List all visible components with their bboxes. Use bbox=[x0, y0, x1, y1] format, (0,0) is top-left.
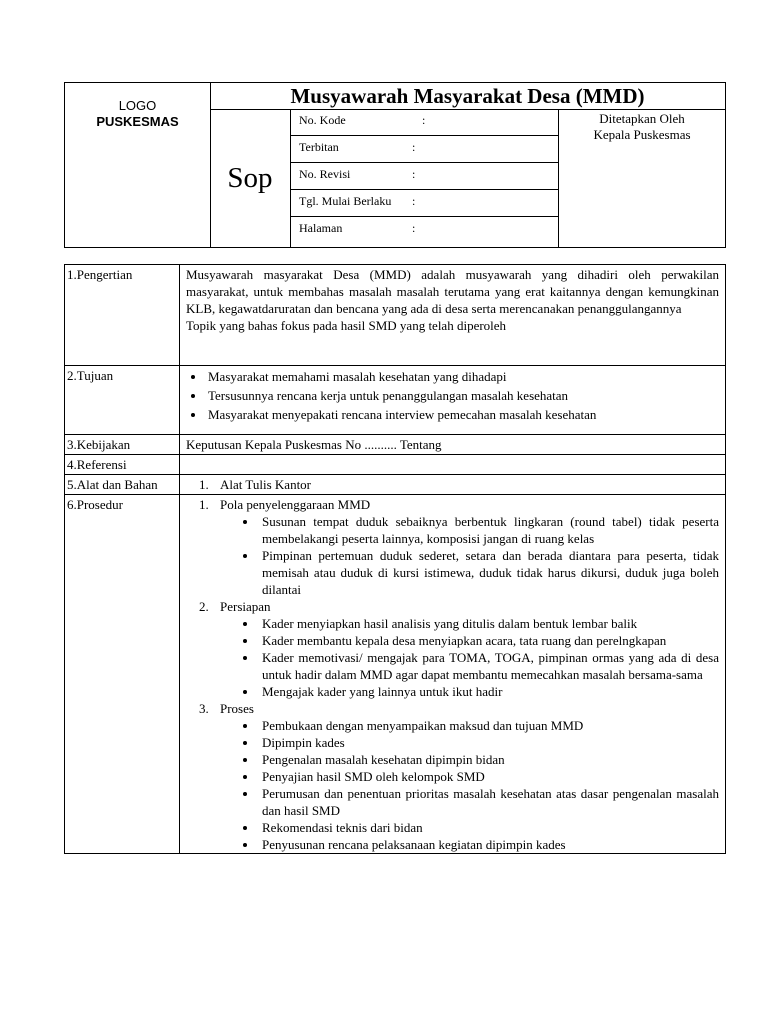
section-content bbox=[180, 265, 726, 366]
step-title: Proses bbox=[220, 701, 254, 716]
list-item: • Dipimpin kades bbox=[258, 734, 719, 751]
tools-list bbox=[186, 476, 719, 493]
list-item: • Tersusunnya rencana kerja untuk penanggulangan masalah kesehatan bbox=[206, 386, 719, 405]
step-items bbox=[220, 615, 719, 700]
section-label: 5.Alat dan Bahan bbox=[65, 475, 180, 495]
row-kebijakan bbox=[65, 435, 726, 455]
step-title: Pola penyelenggaraan MMD bbox=[220, 497, 371, 512]
logo-cell bbox=[65, 83, 211, 247]
section-label: 6.Prosedur bbox=[65, 495, 180, 854]
meta-colon: : bbox=[412, 167, 416, 181]
meta-label: No. Kode bbox=[299, 113, 346, 127]
section-label: 4.Referensi bbox=[65, 455, 180, 475]
meta-row bbox=[291, 163, 558, 190]
row-prosedur bbox=[65, 495, 726, 854]
meta-label: No. Revisi bbox=[299, 167, 351, 181]
list-item: • Rekomendasi teknis dari bidan bbox=[258, 819, 719, 836]
section-content bbox=[180, 366, 726, 435]
section-content bbox=[180, 455, 726, 475]
list-item: • Penyusunan rencana pelaksanaan kegiatan dipimpin kades bbox=[258, 836, 719, 853]
logo-text: LOGO bbox=[118, 98, 157, 113]
list-item: • Pembukaan dengan menyampaikan maksud dan tujuan MMD bbox=[258, 717, 719, 734]
meta-label: Halaman bbox=[299, 221, 343, 235]
sop-header bbox=[64, 82, 726, 248]
step-items bbox=[220, 717, 719, 853]
procedure-steps bbox=[186, 496, 719, 853]
section-label: 2.Tujuan bbox=[65, 366, 180, 435]
topic-text: Topik yang bahas fokus pada hasil SMD yang telah diperoleh bbox=[186, 318, 507, 333]
meta-row bbox=[291, 217, 558, 244]
list-item: • Susunan tempat duduk sebaiknya berbentuk lingkaran (round tabel) tidak peserta membelakangi peserta lainnya, komposisi jangan di ruang kelas bbox=[258, 513, 719, 547]
list-item: • Perumusan dan penentuan prioritas masalah kesehatan atas dasar pengenalan masalah dan hasil SMD bbox=[258, 785, 719, 819]
approval-line2: Kepala Puskesmas bbox=[593, 127, 691, 142]
document-title: Musyawarah Masyarakat Desa (MMD) bbox=[210, 83, 725, 110]
row-pengertian bbox=[65, 265, 726, 366]
list-item: • Kader memotivasi/ mengajak para TOMA, TOGA, pimpinan ormas yang ada di desa untuk hadir dalam MMD agar dapat membantu memecahkan masalah bersama-sama bbox=[258, 649, 719, 683]
goal-list bbox=[186, 367, 719, 424]
list-item: • Masyarakat memahami masalah kesehatan yang dihadapi bbox=[206, 367, 719, 386]
list-item: • Kader membantu kepala desa menyiapkan acara, tata ruang dan perelngkapan bbox=[258, 632, 719, 649]
row-alat bbox=[65, 475, 726, 495]
section-content bbox=[180, 495, 726, 854]
list-item: • Masyarakat menyepakati rencana interview pemecahan masalah kesehatan bbox=[206, 405, 719, 424]
section-content bbox=[180, 475, 726, 495]
row-tujuan bbox=[65, 366, 726, 435]
meta-row bbox=[291, 190, 558, 217]
definition-text: Musyawarah masyarakat Desa (MMD) adalah musyawarah yang dihadiri oleh perwakilan masyarakat, untuk membahas masalah masalah terutama yang erat kaitannya dengan kemungkinan KLB, kegawatdaruratan dan bencana yang ada di desa serta merencanakan penanggulangannya bbox=[186, 267, 719, 316]
meta-row bbox=[291, 136, 558, 163]
procedure-table bbox=[64, 264, 726, 854]
logo-org: PUSKESMAS bbox=[96, 114, 179, 129]
sop-label: Sop bbox=[210, 109, 291, 247]
approval-cell bbox=[558, 109, 725, 247]
list-item: • Kader menyiapkan hasil analisis yang ditulis dalam bentuk lembar balik bbox=[258, 615, 719, 632]
section-label: 3.Kebijakan bbox=[65, 435, 180, 455]
policy-text: Keputusan Kepala Puskesmas No .......... Tentang bbox=[180, 435, 726, 455]
step-items bbox=[220, 513, 719, 598]
list-item: • Pengenalan masalah kesehatan dipimpin bidan bbox=[258, 751, 719, 768]
procedure-step bbox=[212, 700, 719, 853]
procedure-step bbox=[212, 598, 719, 700]
list-item: • Pimpinan pertemuan duduk sederet, setara dan berada diantara para peserta, tidak memisah atau duduk di kursi istimewa, duduk tidak harus dikursi, duduk juga boleh dilantai bbox=[258, 547, 719, 598]
meta-colon: : bbox=[422, 113, 426, 127]
list-item: 1. Alat Tulis Kantor bbox=[212, 476, 719, 493]
procedure-step bbox=[212, 496, 719, 598]
meta-colon: : bbox=[412, 194, 416, 208]
meta-fields bbox=[291, 109, 558, 244]
meta-label: Tgl. Mulai Berlaku bbox=[299, 194, 392, 208]
section-label: 1.Pengertian bbox=[65, 265, 180, 366]
meta-colon: : bbox=[412, 140, 416, 154]
approval-line1: Ditetapkan Oleh bbox=[599, 111, 685, 126]
meta-colon: : bbox=[412, 221, 416, 235]
list-item: • Mengajak kader yang lainnya untuk ikut hadir bbox=[258, 683, 719, 700]
meta-row bbox=[291, 109, 558, 136]
row-referensi bbox=[65, 455, 726, 475]
list-item: • Penyajian hasil SMD oleh kelompok SMD bbox=[258, 768, 719, 785]
meta-label: Terbitan bbox=[299, 140, 339, 154]
step-title: Persiapan bbox=[220, 599, 271, 614]
